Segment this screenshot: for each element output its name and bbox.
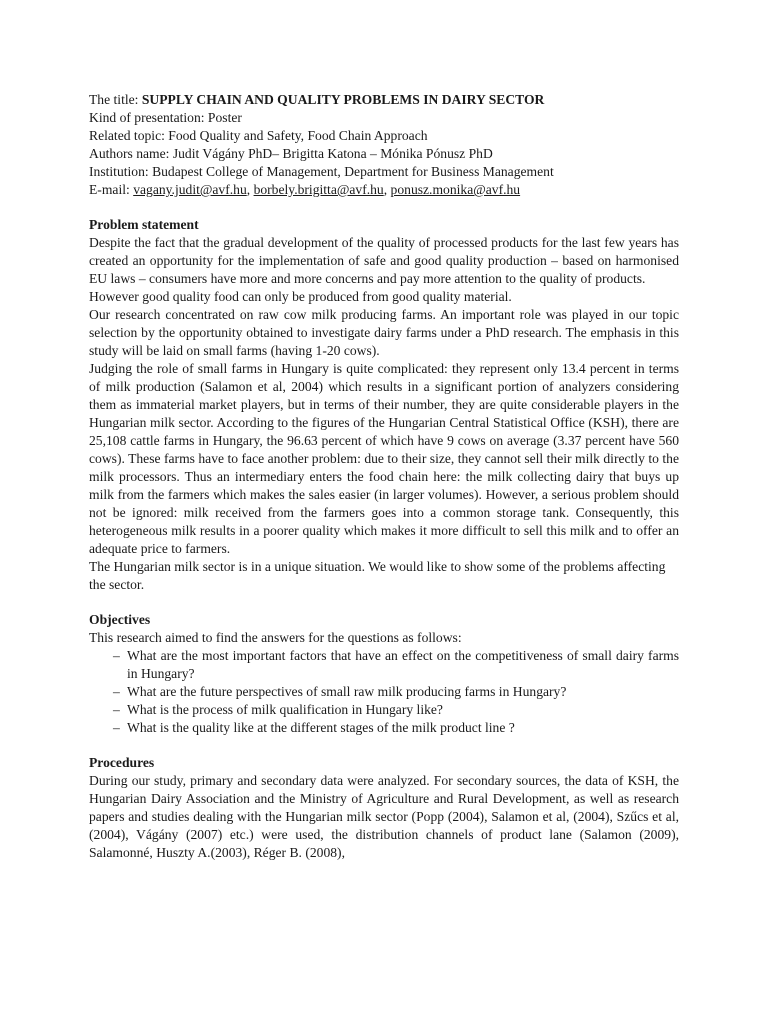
title-line <box>89 91 679 109</box>
objective-text: What are the future perspectives of small raw milk producing farms in Hungary? <box>127 684 567 699</box>
problem-section <box>89 216 679 594</box>
authors: Authors name: Judit Vágány PhD– Brigitta Katona – Mónika Pónusz PhD <box>89 146 493 161</box>
list-item <box>89 647 679 683</box>
objective-text: What is the process of milk qualification in Hungary like? <box>127 702 443 717</box>
email-separator: , <box>246 182 251 197</box>
objectives-section <box>89 611 679 737</box>
dash-bullet: – <box>113 702 120 717</box>
procedures-paragraph-1: During our study, primary and secondary data were analyzed. For secondary sources, the data of KSH, the Hungarian Dairy Association and the Ministry of Agriculture and Rural Development, as well as research papers and studies dealing with the Hungarian milk sector (Popp (2004), Salamon et al, (2004), Szűcs et al, (2004), Vágány (2007) etc.) were used, the distribution channels of product lane (Salamon (2009), Salamonné, Huszty A.(2003), Réger B. (2008), <box>89 773 679 860</box>
email-label: E-mail: <box>89 182 130 197</box>
problem-paragraph-1: Despite the fact that the gradual development of the quality of processed products for the last few years has created an opportunity for the implementation of safe and good quality production – based on harmonised EU laws – consumers have more and more concerns and pay more attention to the quality of products. <box>89 235 679 286</box>
problem-paragraph-3: Our research concentrated on raw cow milk producing farms. An important role was played in our topic selection by the opportunity obtained to investigate dairy farms under a PhD research. The emphasis in this study will be laid on small farms (having 1-20 cows). <box>89 307 679 358</box>
dash-bullet: – <box>113 684 120 699</box>
list-item <box>89 719 679 737</box>
objectives-heading: Objectives <box>89 612 151 627</box>
objective-text: What are the most important factors that have an effect on the competitiveness of small dairy farms in Hungary? <box>127 648 679 681</box>
email-link-vagany[interactable]: vagany.judit@avf.hu <box>133 182 247 197</box>
procedures-heading: Procedures <box>89 755 155 770</box>
dash-bullet: – <box>113 648 120 663</box>
email-separator: , <box>383 182 388 197</box>
email-link-borbely[interactable]: borbely.brigitta@avf.hu <box>253 182 384 197</box>
document-page <box>89 91 679 862</box>
problem-paragraph-2: However good quality food can only be produced from good quality material. <box>89 289 512 304</box>
problem-heading: Problem statement <box>89 217 199 232</box>
email-link-ponusz[interactable]: ponusz.monika@avf.hu <box>390 182 521 197</box>
document-title: SUPPLY CHAIN AND QUALITY PROBLEMS IN DAIRY SECTOR <box>141 92 545 107</box>
related-topic: Related topic: Food Quality and Safety, Food Chain Approach <box>89 128 428 143</box>
dash-bullet: – <box>113 720 120 735</box>
email-line <box>89 181 679 199</box>
institution: Institution: Budapest College of Management, Department for Business Management <box>89 164 554 179</box>
objectives-list <box>89 647 679 737</box>
list-item <box>89 683 679 701</box>
title-label: The title: <box>89 92 139 107</box>
objectives-intro: This research aimed to find the answers for the questions as follows: <box>89 630 462 645</box>
list-item <box>89 701 679 719</box>
objective-text: What is the quality like at the different stages of the milk product line ? <box>127 720 515 735</box>
problem-paragraph-4: Judging the role of small farms in Hungary is quite complicated: they represent only 13.4 percent in terms of milk production (Salamon et al, 2004) which results in a significant portion of analyzers considering them as immaterial market players, but in terms of their number, they are quite considerable players in the Hungarian milk sector. According to the figures of the Hungarian Central Statistical Office (KSH), there are 25,108 cattle farms in Hungary, the 96.63 percent of which have 9 cows on average (3.37 percent have 560 cows). These farms have to face another problem: due to their size, they cannot sell their milk directly to the milk processors. Thus an intermediary enters the food chain here: the milk collecting dairy that buys up milk from the farmers which makes the sales easier (in larger volumes). However, a serious problem should not be ignored: milk received from the farmers goes into a common storage tank. Consequently, this heterogeneous milk results in a poorer quality which makes it more difficult to sell this milk and to offer an adequate price to farmers. <box>89 361 679 556</box>
presentation-kind: Kind of presentation: Poster <box>89 110 242 125</box>
procedures-section <box>89 754 679 862</box>
problem-paragraph-5: The Hungarian milk sector is in a unique situation. We would like to show some of the problems affecting the sector. <box>89 559 666 592</box>
